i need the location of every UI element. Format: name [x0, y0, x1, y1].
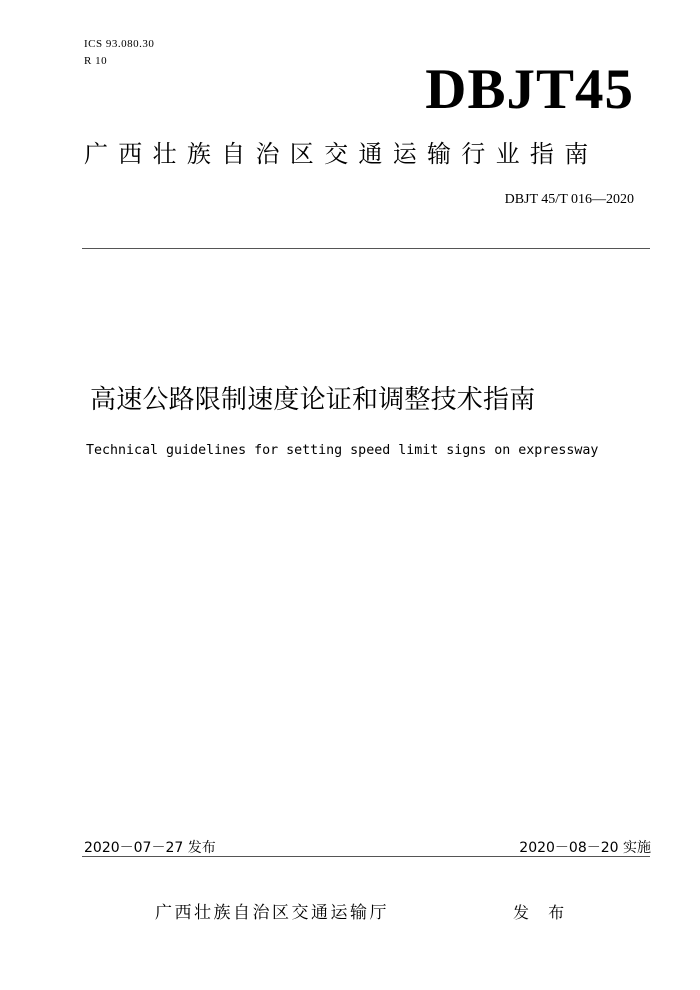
- document-title-zh: 高速公路限制速度论证和调整技术指南: [90, 385, 536, 415]
- ics-code: ICS 93.080.30: [84, 38, 155, 50]
- issuing-authority: 广西壮族自治区交通运输厅: [155, 903, 389, 923]
- issue-label: 发 布: [513, 903, 572, 922]
- guide-type-heading: 广西壮族自治区交通运输行业指南: [84, 140, 599, 168]
- classification-codes: [84, 36, 154, 70]
- footer-divider: [82, 856, 650, 857]
- document-title-en: Technical guidelines for setting speed limit signs on expressway: [86, 443, 599, 458]
- standard-brand: DBJT45: [425, 58, 634, 121]
- release-date: 2020－07－27 发布: [84, 840, 216, 856]
- standard-code: DBJT 45/T 016—2020: [504, 192, 634, 207]
- header-divider: [82, 248, 650, 249]
- implementation-date: 2020－08－20 实施: [519, 840, 651, 856]
- ccs-code: R 10: [84, 55, 108, 67]
